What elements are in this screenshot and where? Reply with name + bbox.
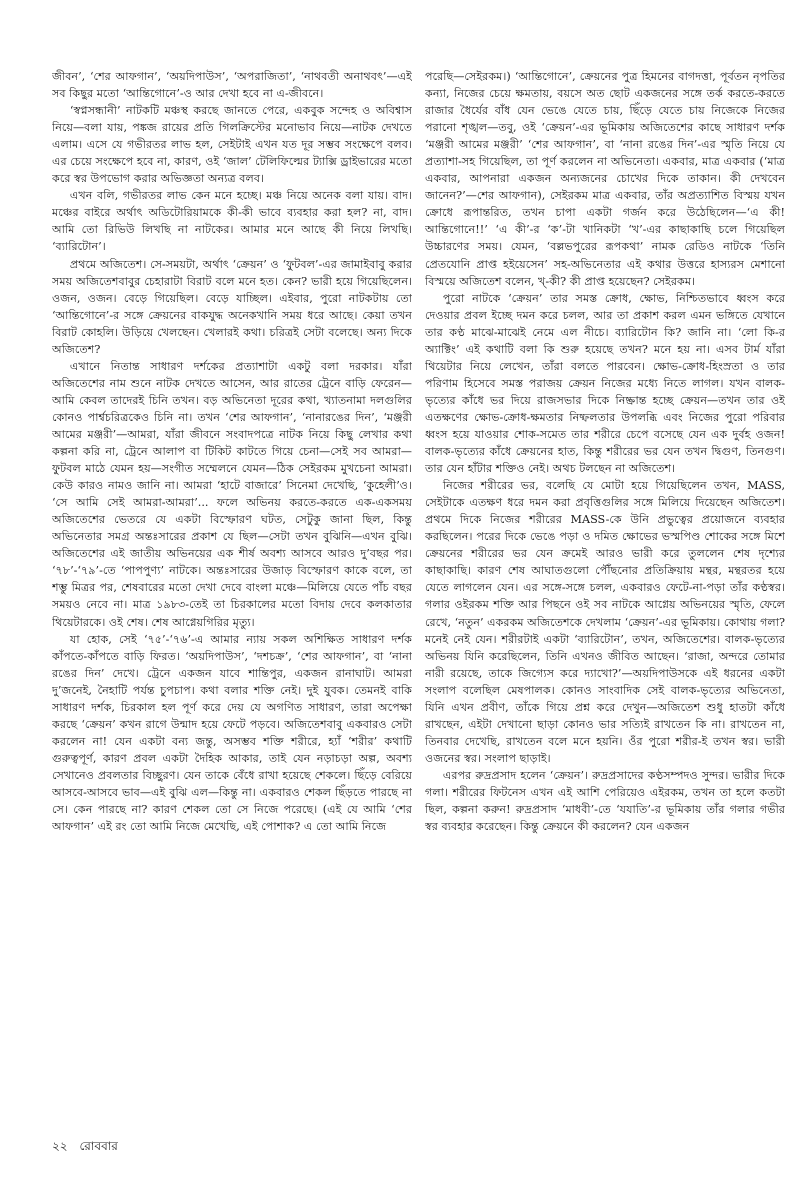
paragraph: এরপর রুদ্রপ্রসাদ হলেন ‘ক্রেয়ন’। রুদ্রপ্রসাদের কণ্ঠসম্পদও সুন্দর। ভারীর দিকে গলা। শরীরের ফিটনেস এখন এই আশি পেরিয়েও এইরকম, তখন তা হলে কতটা ছিল, কল্পনা করুন! রুদ্রপ্রসাদ ‘মাধবী’-তে ‘যযাতি’-র ভূমিকায় তাঁর গলার গভীর স্বর ব্যবহার করেছেন। কিন্তু ক্রেয়নে কী করলেন? যেন একজন	[425, 768, 785, 834]
page-footer	[52, 1138, 118, 1158]
paragraph: এখন বলি, গভীরতর লাভ কেন মনে হচ্ছে। মঞ্চ নিয়ে অনেক বলা যায়। বাদ। মঞ্চের বাইরে অর্থাৎ অডিটোরিয়ামকে কী-কী ভাবে ব্যবহার করা হল? না, বাদ। আমি তো রিভিউ লিখছি না নাটকের। আমার মনে আছে কী নিয়ে লিখছি। ‘ব্যারিটোন’।	[52, 189, 412, 254]
left-column	[52, 68, 412, 1128]
paragraph: পুরো নাটকে ‘ক্রেয়ন’ তার সমস্ত ক্রোধ, ক্ষোভ, নিশ্চিতভাবে ধ্বংস করে দেওয়ার প্রবল ইচ্ছে দমন করে চলল, আর তা প্রকাশ করল এমন ভঙ্গিতে যেখানে তার কণ্ঠ মাঝে-মাঝেই নেমে এল নীচে। ব্যারিটোন কি? জানি না। ‘লো কি-র অ্যাক্টিং’ এই কথাটি বলা কি শুরু হয়েছে তখন? মনে হয় না। এসব টার্ম যাঁরা থিয়েটার নিয়ে লেখেন, তাঁরা বলতে পারবেন। ক্ষোভ-ক্রোধ-হিংস্রতা ও তার পরিণাম হিসেবে সমস্ত পরাজয় ক্রেয়ন নিজের মধ্যে নিতে লাগল। যখন বালক-ভৃত্যের কাঁধে ভর দিয়ে রাজসভার দিকে নিষ্ক্রান্ত হচ্ছে ক্রেয়ন—তখন তার ওই এতক্ষণের ক্ষোভ-ক্রোধ-ক্ষমতার নিষ্ফলতার উপলব্ধি এবং নিজের পুরো পরিবার ধ্বংস হয়ে যাওয়ার শোক-সমেত তার শরীরে চেপে বসেছে যেন এক দুর্বহ ওজন! বালক-ভৃত্যের কাঁধে ক্রেয়নের হাত, কিন্তু শরীরের ভর যেন তখন দ্বিগুণ, তিনগুণ। তার যেন হাঁটার শক্তিও নেই। অথচ টলছেন না অজিতেশ।	[425, 291, 785, 476]
right-column	[425, 68, 785, 1128]
paragraph: জীবন’, ‘শের আফগান’, ‘অয়দিপাউস’, ‘অপরাজিতা’, ‘নাথবতী অনাথবৎ’—এই সব কিছুর মতো ‘আন্তিগোনে’-ও আর দেখা হবে না এ-জীবনে।	[52, 70, 412, 101]
paragraph: নিজের শরীরের ভর, বলেছি যে মোটা হয়ে গিয়েছিলেন তখন, MASS, সেইটাকে এতক্ষণ ধরে দমন করা প্রবৃত্তিগুলির সঙ্গে মিলিয়ে দিয়েছেন অজিতেশ। প্রথমে দিকে নিজের শরীরের MASS-কে উনি প্রভুত্বের প্রয়োজনে ব্যবহার করছিলেন। পরের দিকে ভেঙে পড়া ও দমিত ক্ষোভের ভস্মপিণ্ড শোকের সঙ্গে মিশে ক্রেয়নের শরীরের ভর যেন ক্রমেই আরও ভারী করে তুললেন শেষ দৃশ্যের কাছাকাছি। কারণ শেষ আঘাতগুলো পৌঁছনোর প্রতিক্রিয়ায় মন্থর, মন্থরতর হয়ে যেতে লাগলেন যেন। এর সঙ্গে-সঙ্গে চলল, একবারও ফেটে-না-পড়া তাঁর কণ্ঠস্বর। গলার ওইরকম শক্তি আর পিছনে ওই সব নাটকে আগ্নেয় অভিনয়ের স্মৃতি, ফেলে রেখে, ‘নতুন’ একরকম অজিতেশকে দেখলাম ‘ক্রেয়ন’-এর ভূমিকায়। কোথায় গলা? মনেই নেই যেন। শরীরটাই একটা ‘ব্যারিটোন’, তখন, অজিতেশের। বালক-ভৃত্যের অভিনয় যিনি করেছিলেন, তিনি এখনও জীবিত আছেন। ‘রাজা, অন্দরে তোমার নারী রয়েছে, তাকে জিগ্যেস করে দ্যাখো?’—অয়দিপাউসকে এই ধরনের একটা সংলাপ বলেছিল মেষপালক। কোনও সাংবাদিক সেই বালক-ভৃত্যের অভিনেতা, যিনি এখন প্রবীণ, তাঁকে গিয়ে প্রশ্ন করে দেখুন—অজিতেশ শুধু হাতটা কাঁধে রাখছেন, এইটা দেখানো ছাড়া কোনও ভার সত্যিই রাখতেন কি না। রাখতেন না, তিনবার দেখেছি, রাখতেন বলে মনে হয়নি। ওঁর পুরো শরীর-ই তখন স্বর। ভারী ওজনের স্বর। সংলাপ ছাড়াই।	[425, 479, 785, 765]
paragraph: প্রথমে অজিতেশ। সে-সময়টা, অর্থাৎ ‘ক্রেয়ন’ ও ‘ফুটবল’-এর জামাইবাবু করার সময় অজিতেশবাবুর চেহারাটা বিরাট বলে মনে হত। কেন? ভারী হয়ে গিয়েছিলেন। ওজন, ওজন। বেড়ে গিয়েছিল। বেড়ে যাচ্ছিল। এইবার, পুরো নাটকটায় তো ‘আন্তিগোনে’-র সঙ্গে ক্রেয়নের বাকযুদ্ধ অনেকখানি সময় ধরে আছে। কেয়া তখন বিরাট কোহলি। উড়িয়ে খেলছেন। খেলারই কথা। চরিত্রই সেটা বলেছে। অন্য দিকে অজিতেশ?	[52, 257, 412, 356]
publication-name: রোববার	[79, 1139, 118, 1153]
paragraph: পরেছি—সেইরকম।) ‘আন্তিগোনে’, ক্রেয়নের পুত্র হিমনের বাগদত্তা, পূর্বতন নৃপতির কন্যা, নিজের চেয়ে ক্ষমতায়, বয়সে অত ছোট একজনের সঙ্গে তর্ক করতে-করতে রাজার ধৈর্যের বাঁধ যেন ভেঙে যেতে চায়, ছিঁড়ে যেতে চায় নিজেকে নিজের পরানো শৃঙ্খল—তবু, ওই ‘ক্রেয়ন’-এর ভূমিকায় অজিতেশের কাছে সাধারণ দর্শক ‘মঞ্জরী আমের মঞ্জরী’ ‘শের আফগান’, বা ‘নানা রঙের দিন’-এর স্মৃতি নিয়ে যে প্রত্যাশা-সহ গিয়েছিল, তা পূর্ণ করলেন না অভিনেতা। একবার, মাত্র একবার (‘মাত্র একবার, আপনারা একজন অন্যজনের চোখের দিকে তাকান। কী দেখবেন জানেন?’—শের আফগান), সেইরকম মাত্র একবার, তাঁর অপ্রত্যাশিত বিস্ময় যখন ক্রোধে রূপান্তরিত, তখন চাপা একটা গর্জন করে উঠেছিলেন—‘এ কী! আন্তিগোনে!!’ ‘এ কী’-র ‘ক’-টা খানিকটা ‘খ’-এর কাছাকাছি চলে গিয়েছিল উচ্চারণের সময়। যেমন, ‘বল্লভপুরের রূপকথা’ নামক রেডিও নাটকে ‘তিনি প্রেতযোনি প্রাপ্ত হইয়েসেন’ সহ-অভিনেতার এই কথার উত্তরে হাস্যরস মেশানো বিস্ময়ে অজিতেশ বলেন, খ্-কী? কী প্রাপ্ত হয়েছেন? সেইরকম।	[425, 70, 785, 288]
paragraph: ‘স্বপ্নসন্ধানী’ নাটকটি মঞ্চস্থ করছে জানতে পেরে, একবুক সন্দেহ ও অবিশ্বাস নিয়ে—বলা যায়, পঙ্কজ রায়ের প্রতি গিলক্রিস্টের মনোভাব নিয়ে—নাটক দেখতে এলাম। এসে যে গভীরতর লাভ হল, সেইটাই এখন যত দূর সম্ভব সংক্ষেপে বলব। এর চেয়ে সংক্ষেপে হবে না, কারণ, ওই ‘জাল’ টেলিফিল্মের ট্যাক্সি ড্রাইভারের মতো করে স্বর উপভোগ করার অভিজ্ঞতা অন্যত্র বলব।	[52, 104, 412, 186]
paragraph: এখানে নিতান্ত সাধারণ দর্শকের প্রত্যাশাটা একটু বলা দরকার। যাঁরা অজিতেশের নাম শুনে নাটক দেখতে আসেন, আর রাতের ট্রেনে বাড়ি ফেরেন—আমি কেবল তাদেরই চিনি তখন। বড় অভিনেতা দূরের কথা, খ্যাতনামা দলগুলির কোনও পার্শ্বচরিত্রকেও চিনি না। তখন ‘শের আফগান’, ‘নানারঙের দিন’, ‘মঞ্জরী আমের মঞ্জরী’—আমরা, যাঁরা জীবনে সংবাদপত্রে নাটক নিয়ে কিছু লেখার কথা কল্পনা করি না, ট্রেনে আলাপ বা টিকিট কাটতে গিয়ে চেনা—সেই সব আমরা—ফুটবল মাঠে যেমন হয়—সংগীত সম্মেলনে যেমন—ঠিক সেইরকম মুখচেনা আমরা। কেউ কারও নামও জানি না। আমরা ‘হাটে বাজারে’ সিনেমা দেখেছি, ‘কুহেলী’ও। ‘সে আমি সেই আমরা-আমরা’... ফলে অভিনয় করতে-করতে এক-একসময় অজিতেশের ভেতরে যে একটা বিস্ফোরণ ঘটত, সেটুকু জানা ছিল, কিন্তু অভিনেতার সমগ্র অন্তঃসারের প্রকাশ যে ছিল—সেটা তখন বুঝিনি—এখন বুঝি। অজিতেশের এই জাতীয় অভিনয়ের এক শীর্ষ অবশ্য আসবে আরও দু’বছর পর। ‘৭৮’-‘৭৯’-তে ‘পাপপুণ্য’ নাটকে। অন্তঃসারের উজাড় বিস্ফোরণ কাকে বলে, তা শম্ভু মিত্রর পর, শেষবারের মতো দেখা দেবে বাংলা মঞ্চে—মিলিয়ে যেতে পাঁচ বছর সময়ও নেবে না। মাত্র ১৯৮৩-তেই তা চিরকালের মতো বিদায় দেবে কলকাতার থিয়েটারকে। ওই শেষ। শেষ আগ্নেয়গিরির মৃত্যু।	[52, 359, 412, 629]
page-number: ২২	[52, 1139, 68, 1153]
paragraph: যা হোক, সেই ‘৭৫’-‘৭৬’-এ আমার ন্যায় সকল অশিক্ষিত সাধারণ দর্শক কাঁপতে-কাঁপতে বাড়ি ফিরত। ‘অয়দিপাউস’, ‘দশচক্র’, ‘শের আফগান’, বা ‘নানা রঙের দিন’ দেখে। ট্রেনে একজন যাবে শান্তিপুর, একজন রানাঘাট। আমরা দু’জনেই, নৈহাটি পর্যন্ত চুপচাপ। কথা বলার শক্তি নেই। দুই যুবক। তেমনই বাকি সাধারণ দর্শক, চিরকাল হল পূর্ণ করে দেয় যে অগণিত সাধারণ, তারা অপেক্ষা করছে ‘ক্রেয়ন’ কখন রাগে উন্মাদ হয়ে ফেটে পড়বে। অজিতেশবাবু একবারও সেটা করলেন না! যেন একটা বন্য জন্তু, অসম্ভব শক্তি শরীরে, হ্যাঁ ‘শরীর’ কথাটি গুরুত্বপূর্ণ, কারণ প্রবল একটা দৈহিক আকার, তাই যেন নড়াচড়া অল্প, অবশ্য সেখানেও প্রবলতার বিচ্ছুরণ। যেন তাকে বেঁধে রাখা হয়েছে শেকলে। ছিঁড়ে বেরিয়ে আসবে-আসবে ভাব—এই বুঝি এল—কিন্তু না। একবারও শেকল ছিঁড়তে পারছে না সে। কেন পারছে না? কারণ শেকল তো সে নিজে পরেছে। (এই যে আমি ‘শের আফগান’ এই রং তো আমি নিজে মেখেছি, এই পোশাক? এ তো আমি নিজে	[52, 632, 412, 834]
